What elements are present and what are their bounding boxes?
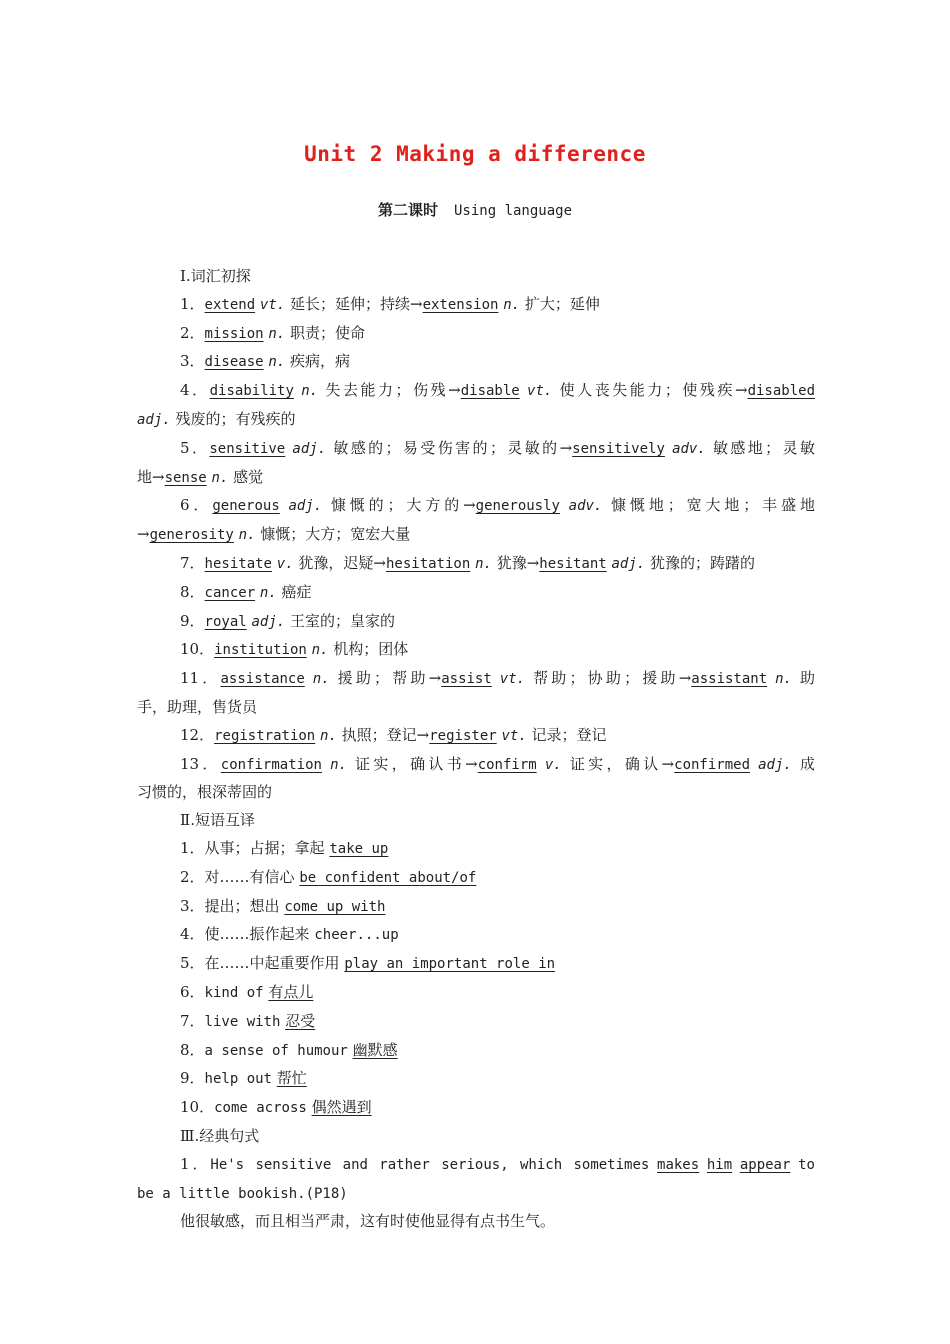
vocab-item-continued: 习惯的，根深蒂固的	[137, 783, 273, 802]
vocab-word: royal	[204, 613, 247, 630]
vocab-item: 3．disease n. 疾病，病	[180, 352, 350, 371]
vocab-word: sensitive	[209, 440, 286, 457]
phrase-item: 6．kind of 有点儿	[180, 982, 314, 1001]
vocab-word: disable	[460, 383, 520, 400]
vocab-item: 12．registration n. 执照；登记→register vt. 记录；登记	[180, 725, 607, 744]
vocab-item: 7．hesitate v. 犹豫，迟疑→hesitation n. 犹豫→hesitant adj. 犹豫的；踌躇的	[180, 553, 756, 572]
vocab-word: disability	[209, 383, 294, 400]
vocab-word: generous	[212, 498, 280, 515]
vocab-item-continued: 地→sense n. 感觉	[137, 467, 264, 486]
vocab-word: confirm	[477, 756, 537, 773]
phrase-item: 5．在……中起重要作用 play an important role in	[180, 954, 556, 973]
vocab-word: confirmed	[674, 756, 750, 773]
phrase-item: 4．使……振作起来 cheer...up	[180, 925, 399, 944]
vocab-item: 6．generous adj. 慷慨的；大方的→generously adv. 慷慨地；宽大地；丰盛地	[180, 496, 815, 515]
vocab-word: confirmation	[220, 756, 322, 773]
vocab-item: 4．disability n. 失去能力；伤残→disable vt. 使人丧失能力；使残疾→disabled	[180, 381, 815, 400]
sentence-blank: appear	[739, 1156, 791, 1173]
sentence-blank: makes	[657, 1156, 700, 1173]
vocab-word: registration	[214, 727, 316, 744]
vocab-word: sense	[164, 469, 207, 486]
vocab-word: hesitation	[385, 555, 471, 572]
vocab-word: extend	[204, 296, 256, 313]
vocab-word: institution	[214, 642, 307, 659]
phrase-item: 7．live with 忍受	[180, 1011, 316, 1030]
vocab-item-continued: 手，助理，售货员	[137, 697, 258, 716]
vocab-word: generosity	[149, 527, 234, 544]
sentence-item-continued: be a little bookish.(P18)	[137, 1185, 348, 1202]
lesson-subtitle	[0, 199, 950, 220]
vocab-item: 8．cancer n. 癌症	[180, 582, 312, 601]
phrase-answer: 忍受	[285, 1011, 316, 1030]
phrase-answer: 帮忙	[276, 1069, 307, 1088]
sentence-item: 1．He's sensitive and rather serious, which sometimes makes him appear to	[180, 1154, 815, 1173]
section-heading-vocab: Ⅰ.词汇初探	[180, 267, 251, 285]
vocab-word: sensitively	[572, 440, 665, 457]
phrase-item: 3．提出；想出 come up with	[180, 896, 386, 915]
phrase-item: 10．come across 偶然遇到	[180, 1098, 372, 1117]
phrase-answer: take up	[329, 840, 389, 857]
phrase-answer: come up with	[284, 898, 386, 915]
vocab-word: hesitate	[204, 555, 272, 572]
vocab-word: assistance	[220, 671, 305, 688]
vocab-word: hesitant	[539, 555, 607, 572]
vocab-word: disabled	[747, 383, 815, 400]
worksheet-content	[137, 263, 815, 1236]
phrase-item: 2．对……有信心 be confident about/of	[180, 867, 477, 886]
vocab-item: 11．assistance n. 援助；帮助→assist vt. 帮助；协助；援助→assistant n. 助	[180, 669, 815, 688]
vocab-word: assistant	[691, 671, 768, 688]
vocab-item: 2．mission n. 职责；使命	[180, 323, 365, 342]
phrase-answer: play an important role in	[344, 956, 556, 973]
vocab-word: generously	[475, 498, 560, 515]
phrase-item: 1．从事；占据；拿起 take up	[180, 838, 389, 857]
phrase-item: 9．help out 帮忙	[180, 1069, 307, 1088]
phrase-answer: 有点儿	[268, 982, 314, 1001]
vocab-item-continued: adj. 残废的；有残疾的	[137, 409, 296, 428]
phrase-answer: cheer...up	[314, 927, 399, 944]
sentence-translation: 他很敏感，而且相当严肃，这有时使他显得有点书生气。	[180, 1212, 556, 1231]
phrase-item: 8．a sense of humour 幽默感	[180, 1040, 398, 1059]
phrase-answer: be confident about/of	[299, 869, 477, 886]
vocab-word: mission	[204, 325, 264, 342]
phrase-answer: 偶然遇到	[311, 1098, 372, 1117]
sentence-blank: him	[706, 1156, 733, 1173]
section-heading-sentences: Ⅲ.经典句式	[180, 1126, 260, 1145]
lesson-label: 第二课时	[377, 201, 438, 219]
vocab-item: 13．confirmation n. 证实，确认书→confirm v. 证实，确认→confirmed adj. 成	[180, 754, 815, 773]
vocab-item: 10．institution n. 机构；团体	[180, 640, 409, 659]
vocab-item: 1．extend vt. 延长；延伸；持续→extension n. 扩大；延伸	[180, 294, 600, 313]
phrase-answer: 幽默感	[352, 1040, 398, 1059]
lesson-topic: Using language	[454, 203, 573, 219]
vocab-item: 9．royal adj. 王室的；皇家的	[180, 611, 395, 630]
vocab-item: 5．sensitive adj. 敏感的；易受伤害的；灵敏的→sensitively adv. 敏感地；灵敏	[180, 438, 815, 457]
vocab-word: disease	[204, 354, 264, 371]
vocab-item-continued: →generosity n. 慷慨；大方；宽宏大量	[137, 525, 411, 544]
vocab-word: assist	[441, 671, 492, 688]
unit-title: Unit 2 Making a difference	[304, 142, 646, 166]
vocab-word: extension	[422, 296, 499, 313]
vocab-word: register	[429, 727, 497, 744]
vocab-word: cancer	[204, 584, 256, 601]
section-heading-phrases: Ⅱ.短语互译	[180, 811, 255, 830]
